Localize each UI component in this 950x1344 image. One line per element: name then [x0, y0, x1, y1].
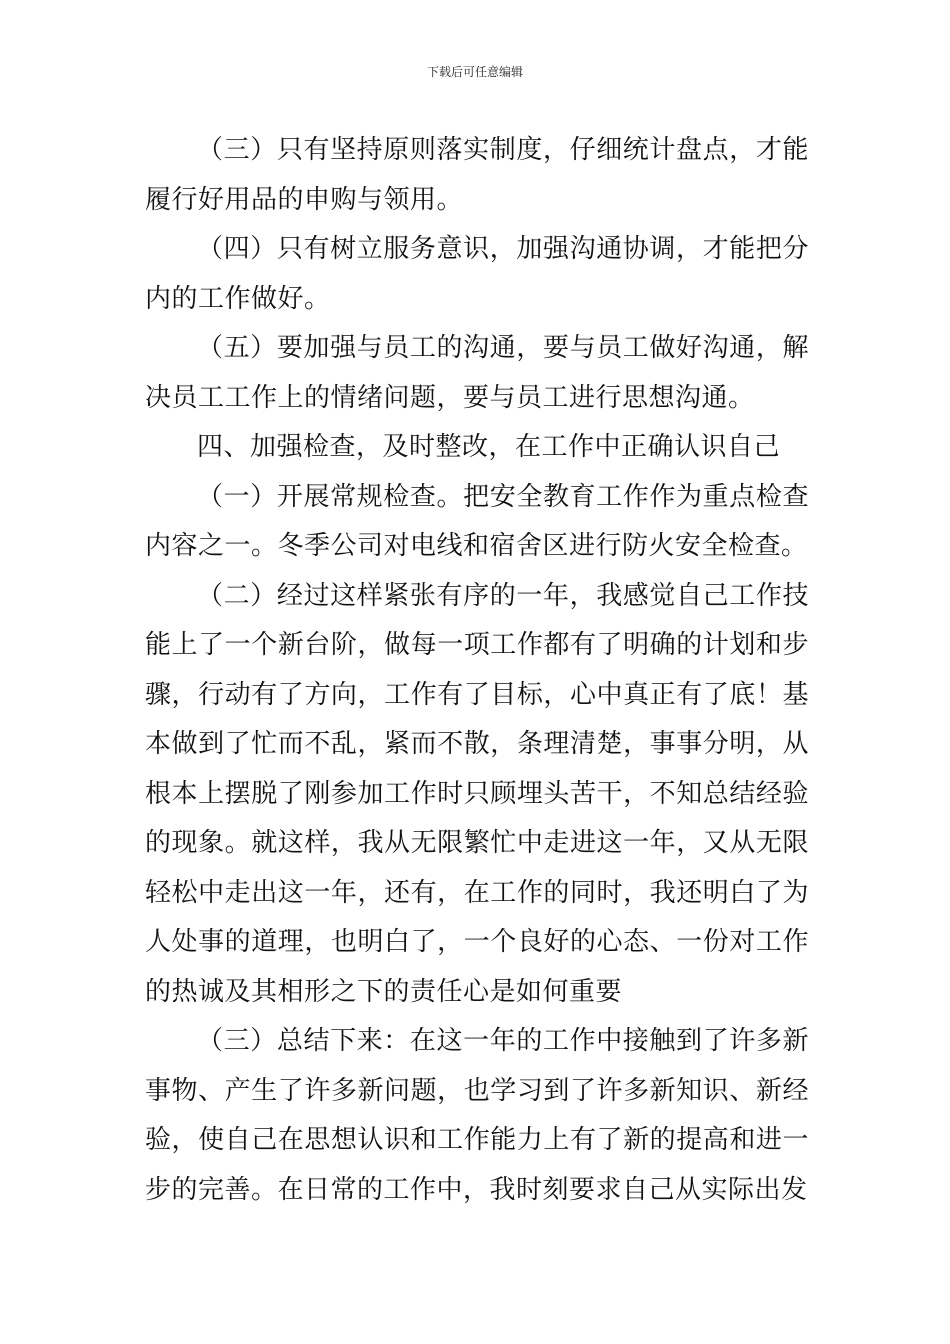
paragraph-san-1: （三）只有坚持原则落实制度，仔细统计盘点，才能履行好用品的申购与领用。 [145, 135, 809, 215]
page-header: 下载后可任意编辑 [426, 65, 523, 79]
document-body [145, 126, 809, 1215]
paragraph-er: （二）经过这样紧张有序的一年，我感觉自己工作技能上了一个新台阶，做每一项工作都有了明确的计划和步骤，行动有了方向，工作有了目标，心中真正有了底！基本做到了忙而不乱，紧而不散，条理清楚，事事分明，从根本上摆脱了刚参加工作时只顾埋头苦干，不知总结经验的现象。就这样，我从无限繁忙中走进这一年，又从无限轻松中走出这一年，还有，在工作的同时，我还明白了为人处事的道理，也明白了，一个良好的心态、一份对工作的热诚及其相形之下的责任心是如何重要 [145, 580, 809, 1007]
paragraph-wu: （五）要加强与员工的沟通，要与员工做好沟通，解决员工工作上的情绪问题，要与员工进行思想沟通。 [145, 333, 809, 413]
paragraph-san-2: （三）总结下来：在这一年的工作中接触到了许多新事物、产生了许多新问题，也学习到了许多新知识、新经验，使自己在思想认识和工作能力上有了新的提高和进一步的完善。在日常的工作中，我时刻要求自己从实际出发 [145, 1026, 809, 1205]
paragraph-yi: （一）开展常规检查。把安全教育工作作为重点检查内容之一。冬季公司对电线和宿舍区进行防火安全检查。 [145, 481, 809, 561]
paragraph-si: （四）只有树立服务意识，加强沟通协调，才能把分内的工作做好。 [145, 234, 809, 314]
section-heading-four: 四、加强检查，及时整改，在工作中正确认识自己 [197, 432, 781, 462]
